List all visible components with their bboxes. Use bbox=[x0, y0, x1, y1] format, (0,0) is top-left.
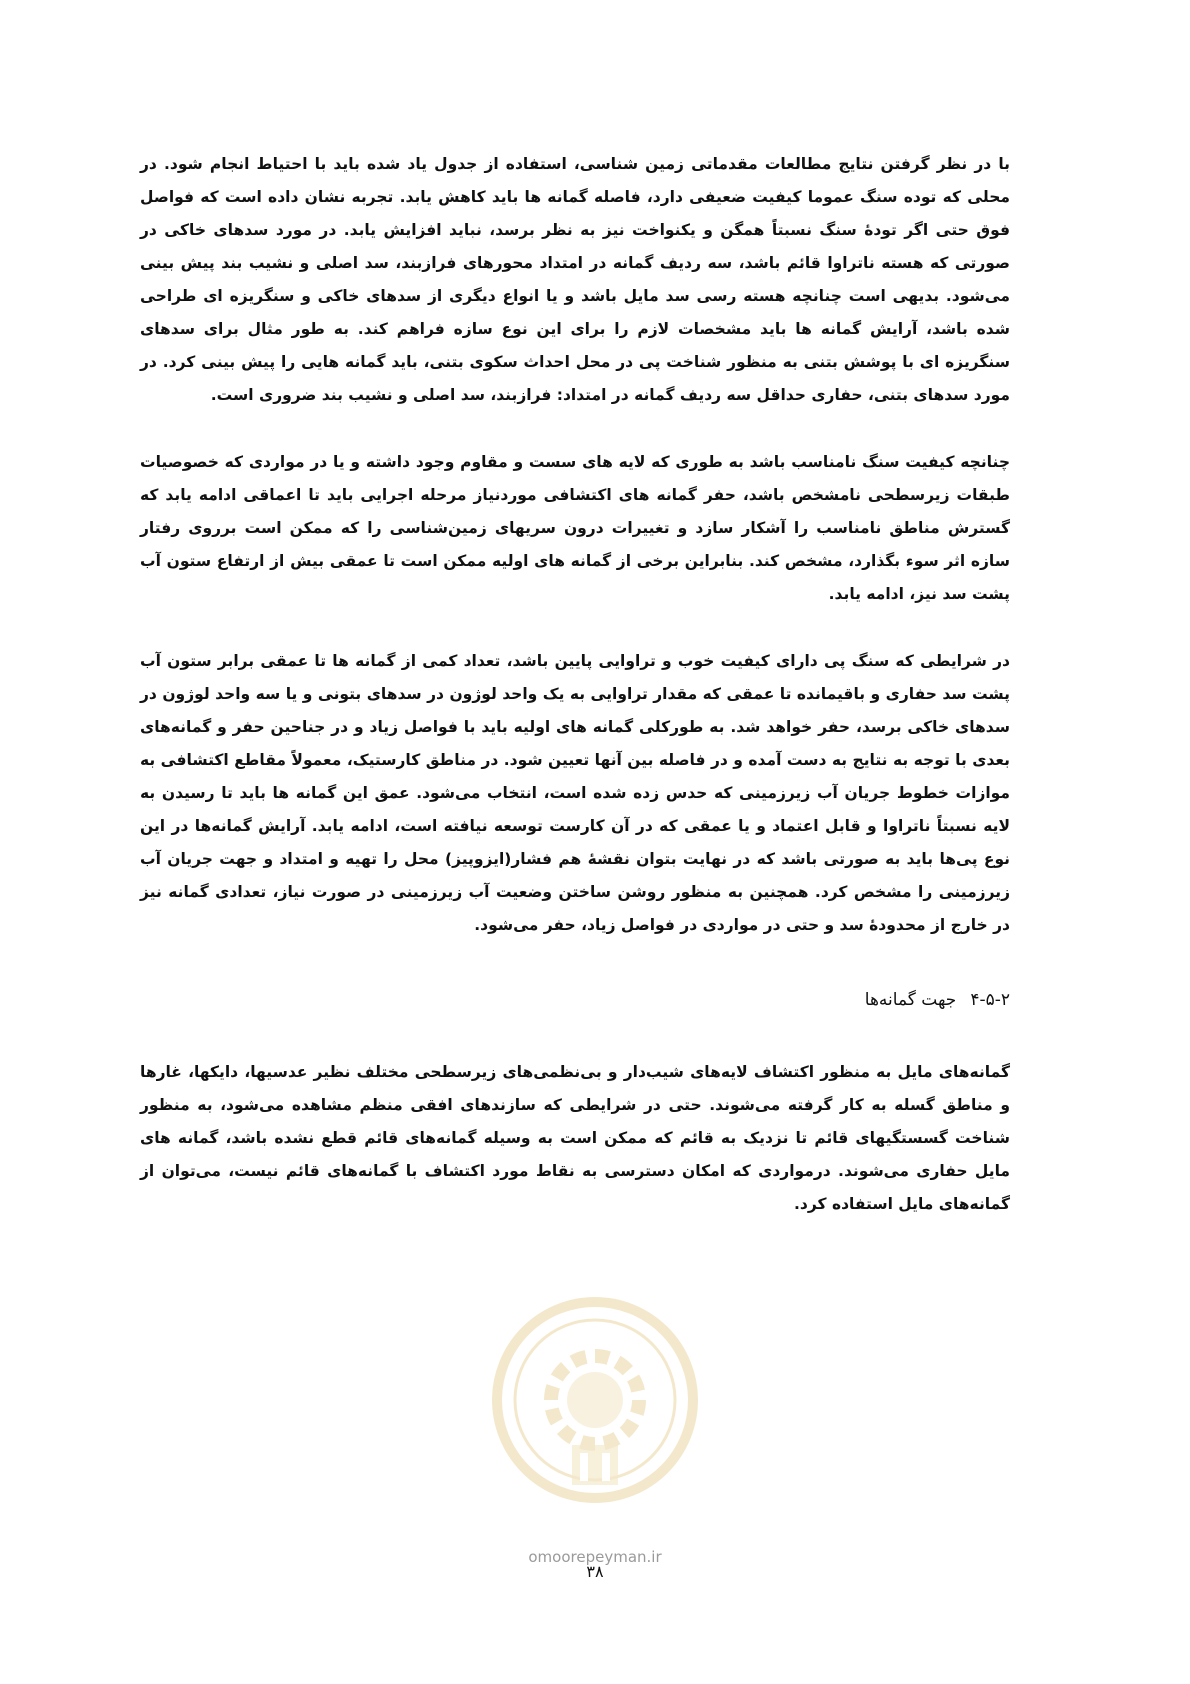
watermark-site-text: omoorepeyman.ir bbox=[528, 1548, 662, 1566]
paragraph-dam-borehole-layout: با در نظر گرفتن نتایج مطالعات مقدماتی زمین شناسی، استفاده از جدول یاد شده باید با احتیاط انجام شود. در محلی که توده سنگ عموما کیفیت ضعیفی دارد، فاصله گمانه ها باید کاهش یابد. تجربه نشان داده است که فواصل فوق حتی اگر تودهٔ سنگ نسبتاً همگن و یکنواخت نیز به نظر برسد، نباید افزایش یابد. در مورد سدهای خاکی در صورتی که هسته ناتراوا قائم باشد، سه ردیف گمانه در امتداد محورهای فرازبند، سد اصلی و نشیب بند پیش بینی می‌شود. بدیهی است چنانچه هسته رسی سد مایل باشد و یا انواع دیگری از سدهای خاکی و سنگریزه ای طراحی شده باشد، آرایش گمانه ها باید مشخصات لازم را برای این نوع سازه فراهم کند. به طور مثال برای سدهای سنگریزه ای با پوشش بتنی به منظور شناخت پی در محل احداث سکوی بتنی، باید گمانه هایی را پیش بینی کرد. در مورد سدهای بتنی، حفاری حداقل سه ردیف گمانه در امتداد: فرازبند، سد اصلی و نشیب بند ضروری است. bbox=[140, 155, 1010, 404]
paragraph-inclined-boreholes: گمانه‌های مایل به منظور اکتشاف لایه‌های شیب‌دار و بی‌نظمی‌های زیرسطحی مختلف نظیر عدسیها، دایکها، غارها و مناطق گسله به کار گرفته می‌شوند. حتی در شرایطی که سازندهای افقی منظم مشاهده می‌شود، به منظور شناخت گسستگیهای قائم تا نزدیک به قائم که ممکن است به وسیله گمانه‌های قائم قطع نشده باشد، گمانه های مایل حفاری می‌شوند. درمواردی که امکان دسترسی به نقاط مورد اکتشاف با گمانه‌های قائم نیست، می‌توان از گمانه‌های مایل استفاده کرد. bbox=[140, 1063, 1010, 1213]
paragraph-good-rock-karst: در شرایطی که سنگ پی دارای کیفیت خوب و تراوایی پایین باشد، تعداد کمی از گمانه ها تا عمقی برابر ستون آب پشت سد حفاری و باقیمانده تا عمقی که مقدار تراوایی به یک واحد لوژون در سدهای بتونی و یا سه واحد لوژون در سدهای خاکی برسد، حفر خواهد شد. به طورکلی گمانه های اولیه باید با فواصل زیاد و در جناحین حفر و گمانه‌های بعدی با توجه به نتایج به دست آمده و در فاصله بین آنها تعیین شود. در مناطق کارستیک، معمولاً مقاطع اکتشافی به موازات خطوط جریان آب زیرزمینی که حدس زده شده است، انتخاب می‌شود. عمق این گمانه ها باید تا رسیدن به لایه نسبتاً ناتراوا و قابل اعتماد و یا عمقی که در آن کارست توسعه نیافته است، ادامه یابد. آرایش گمانه‌ها در این نوع پی‌ها باید به صورتی باشد که در نهایت بتوان نقشهٔ هم فشار(ایزوپیز) محل را تهیه و امتداد و جهت جریان آب زیرزمینی را مشخص کرد. همچنین به منظور روشن ساختن وضعیت آب زیرزمینی در صورت نیاز، تعدادی گمانه نیز در خارج از محدودهٔ سد و حتی در مواردی در فواصل زیاد، حفر می‌شود. bbox=[140, 652, 1010, 934]
watermark-seal-icon bbox=[480, 1295, 710, 1530]
section-title: جهت گمانه‌ها bbox=[864, 990, 957, 1010]
paragraph-poor-rock-depth: چنانچه کیفیت سنگ نامناسب باشد به طوری که لایه های سست و مقاوم وجود داشته و یا در مواردی که خصوصیات طبقات زیرسطحی نامشخص باشد، حفر گمانه های اکتشافی موردنیاز مرحله اجرایی باید تا اعماقی ادامه یابد که گسترش مناطق نامناسب را آشکار سازد و تغییرات درون سریهای زمین‌شناسی را که ممکن است برروی رفتار سازه اثر سوء بگذارد، مشخص کند. بنابراین برخی از گمانه های اولیه ممکن است تا عمقی بیش از ارتفاع ستون آب پشت سد نیز، ادامه یابد. bbox=[140, 453, 1010, 603]
section-number: ۴-۵-۲ bbox=[970, 990, 1010, 1010]
page-content bbox=[140, 148, 1010, 1221]
page-number: ۳۸ bbox=[586, 1562, 604, 1581]
section-heading bbox=[140, 984, 1010, 1016]
